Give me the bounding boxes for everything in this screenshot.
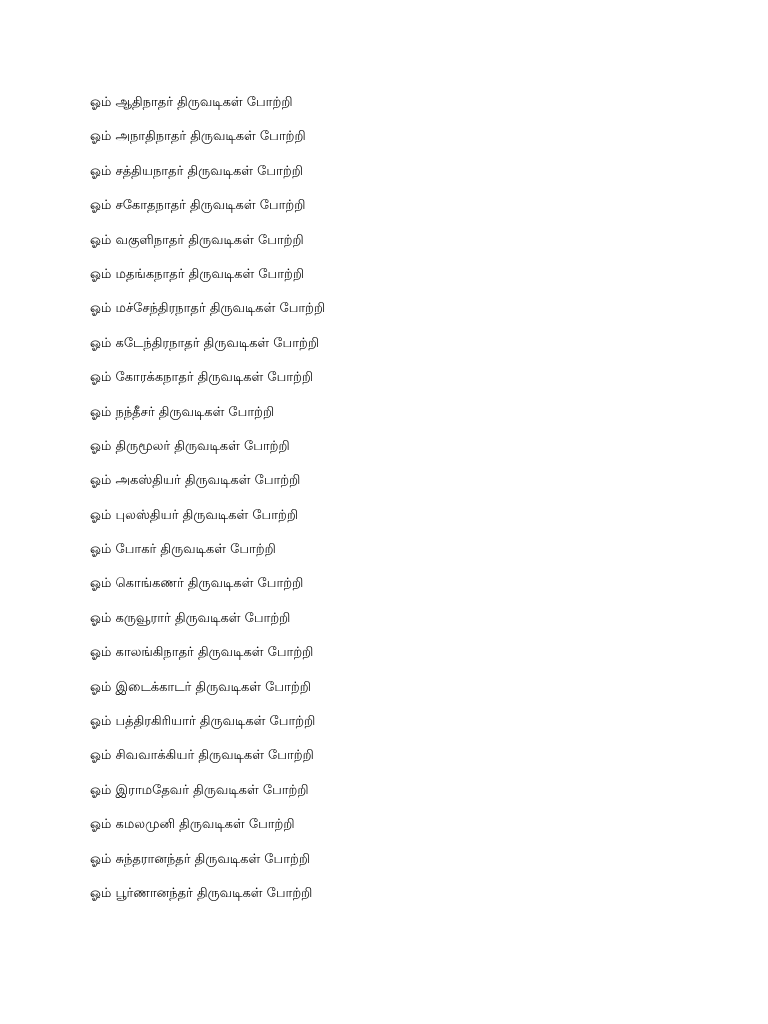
prayer-line: ஓம் காலங்கிநாதர் திருவடிகள் போற்றி	[90, 645, 314, 661]
prayer-line: ஓம் சத்தியநாதர் திருவடிகள் போற்றி	[90, 163, 303, 179]
prayer-line: ஓம் வகுளிநாதர் திருவடிகள் போற்றி	[90, 232, 304, 248]
prayer-line: ஓம் மதங்கநாதர் திருவடிகள் போற்றி	[90, 266, 305, 282]
prayer-line: ஓம் கோரக்கநாதர் திருவடிகள் போற்றி	[90, 370, 314, 386]
prayer-line: ஓம் கடேந்திரநாதர் திருவடிகள் போற்றி	[90, 335, 320, 351]
prayer-lines	[90, 93, 325, 918]
prayer-line: ஓம் இராமதேவர் திருவடிகள் போற்றி	[90, 782, 309, 798]
prayer-line: ஓம் அகஸ்தியர் திருவடிகள் போற்றி	[90, 473, 301, 489]
prayer-line: ஓம் போகர் திருவடிகள் போற்றி	[90, 542, 276, 558]
prayer-line: ஓம் மச்சேந்திரநாதர் திருவடிகள் போற்றி	[90, 301, 326, 317]
prayer-line: ஓம் இடைக்காடர் திருவடிகள் போற்றி	[90, 679, 311, 695]
prayer-line: ஓம் நந்தீசர் திருவடிகள் போற்றி	[90, 404, 275, 420]
prayer-line: ஓம் ஆதிநாதர் திருவடிகள் போற்றி	[90, 95, 293, 110]
prayer-line: ஓம் கொங்கணர் திருவடிகள் போற்றி	[90, 576, 304, 592]
prayer-line: ஓம் திருமூலர் திருவடிகள் போற்றி	[90, 438, 290, 454]
prayer-line: ஓம் கமலமுனி திருவடிகள் போற்றி	[90, 817, 295, 833]
prayer-line: ஓம் சகோதநாதர் திருவடிகள் போற்றி	[90, 198, 306, 214]
prayer-line: ஓம் சிவவாக்கியர் திருவடிகள் போற்றி	[90, 748, 314, 764]
prayer-line: ஓம் பூர்ணானந்தர் திருவடிகள் போற்றி	[90, 885, 313, 901]
prayer-line: ஓம் பத்திரகிரியார் திருவடிகள் போற்றி	[90, 714, 316, 730]
prayer-line: ஓம் கருவூரார் திருவடிகள் போற்றி	[90, 610, 291, 626]
prayer-line: ஓம் அநாதிநாதர் திருவடிகள் போற்றி	[90, 129, 306, 145]
prayer-line: ஓம் புலஸ்தியர் திருவடிகள் போற்றி	[90, 507, 299, 523]
prayer-line: ஓம் சுந்தரானந்தர் திருவடிகள் போற்றி	[90, 851, 311, 867]
